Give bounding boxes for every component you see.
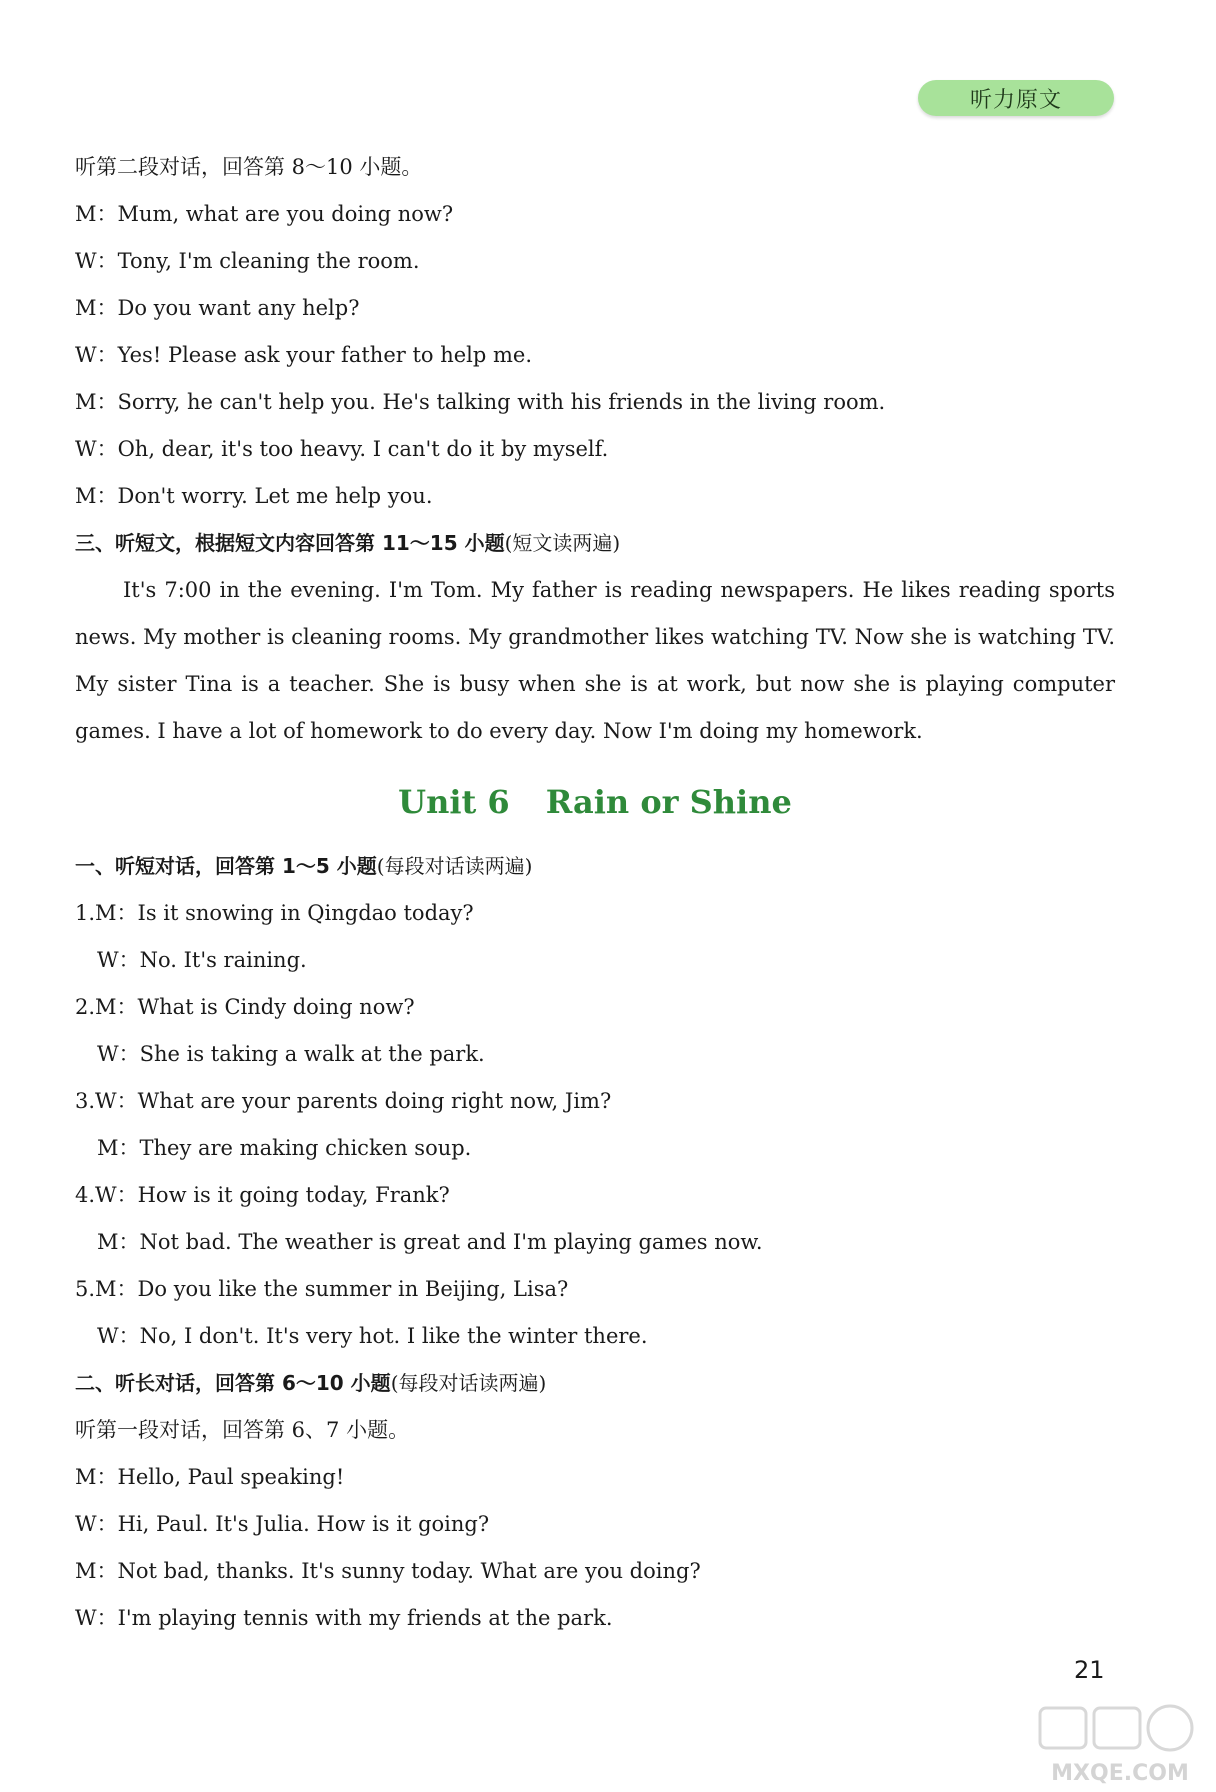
dialogue-line: M：Don't worry. Let me help you. (75, 484, 433, 508)
part-heading (75, 1360, 1115, 1407)
unit-name: Rain or Shine (545, 783, 792, 821)
section-heading (75, 520, 1115, 567)
page-number: 21 (1074, 1656, 1105, 1684)
part-heading-text: 一、听短对话，回答第 1～5 小题 (75, 854, 377, 878)
dialogue-line: W：Oh, dear, it's too heavy. I can't do it by myself. (75, 437, 609, 461)
part-heading-note: (每段对话读两遍) (390, 1371, 547, 1395)
part-heading-note: (每段对话读两遍) (376, 854, 533, 878)
dialogue-line: M：Mum, what are you doing now? (75, 202, 454, 226)
watermark-logo (1030, 1700, 1210, 1790)
answer-line: W：She is taking a walk at the park. (97, 1042, 485, 1066)
section-tab-label: 听力原文 (969, 87, 1062, 113)
dialogue-line: W：Yes! Please ask your father to help me. (75, 343, 533, 367)
unit-title (75, 767, 1115, 837)
dialogue-line: W：I'm playing tennis with my friends at the park. (75, 1606, 613, 1630)
listening-passage: It's 7:00 in the evening. I'm Tom. My father is reading newspapers. He likes reading sports news. My mother is cleaning rooms. My grandmother likes watching TV. Now she is watching TV. My sister Tina is a teacher. She is busy when she is at work, but now she is playing computer games. I have a lot of homework to do every day. Now I'm doing my homework. (75, 578, 1115, 743)
dialogue-line: W：Tony, I'm cleaning the room. (75, 249, 420, 273)
answer-line: W：No. It's raining. (97, 948, 307, 972)
section-tab (918, 80, 1114, 116)
watermark-text: MXQE.COM (1051, 1761, 1189, 1786)
section-heading-text: 三、听短文，根据短文内容回答第 11～15 小题 (75, 531, 505, 555)
page-content (75, 144, 1115, 1642)
question-line: 2.M：What is Cindy doing now? (75, 995, 415, 1019)
dialogue-line: M：Sorry, he can't help you. He's talking with his friends in the living room. (75, 390, 886, 414)
part-heading (75, 843, 1115, 890)
dialogue-line: M：Do you want any help? (75, 296, 360, 320)
dialogue-line: 听第二段对话，回答第 8～10 小题。 (75, 155, 423, 179)
part-heading-text: 二、听长对话，回答第 6～10 小题 (75, 1371, 391, 1395)
section-heading-note: (短文读两遍) (504, 531, 621, 555)
dialogue-line: M：Hello, Paul speaking! (75, 1465, 345, 1489)
unit-number: Unit 6 (398, 783, 510, 821)
question-line: 4.W：How is it going today, Frank? (75, 1183, 450, 1207)
answer-line: W：No, I don't. It's very hot. I like the winter there. (97, 1324, 648, 1348)
answer-line: M：They are making chicken soup. (97, 1136, 472, 1160)
question-line: 5.M：Do you like the summer in Beijing, Lisa? (75, 1277, 569, 1301)
question-line: 3.W：What are your parents doing right now, Jim? (75, 1089, 612, 1113)
question-line: 1.M：Is it snowing in Qingdao today? (75, 901, 474, 925)
answer-line: M：Not bad. The weather is great and I'm playing games now. (97, 1230, 763, 1254)
dialogue-line: M：Not bad, thanks. It's sunny today. What are you doing? (75, 1559, 701, 1583)
dialogue-line: 听第一段对话，回答第 6、7 小题。 (75, 1418, 410, 1442)
dialogue-line: W：Hi, Paul. It's Julia. How is it going? (75, 1512, 490, 1536)
